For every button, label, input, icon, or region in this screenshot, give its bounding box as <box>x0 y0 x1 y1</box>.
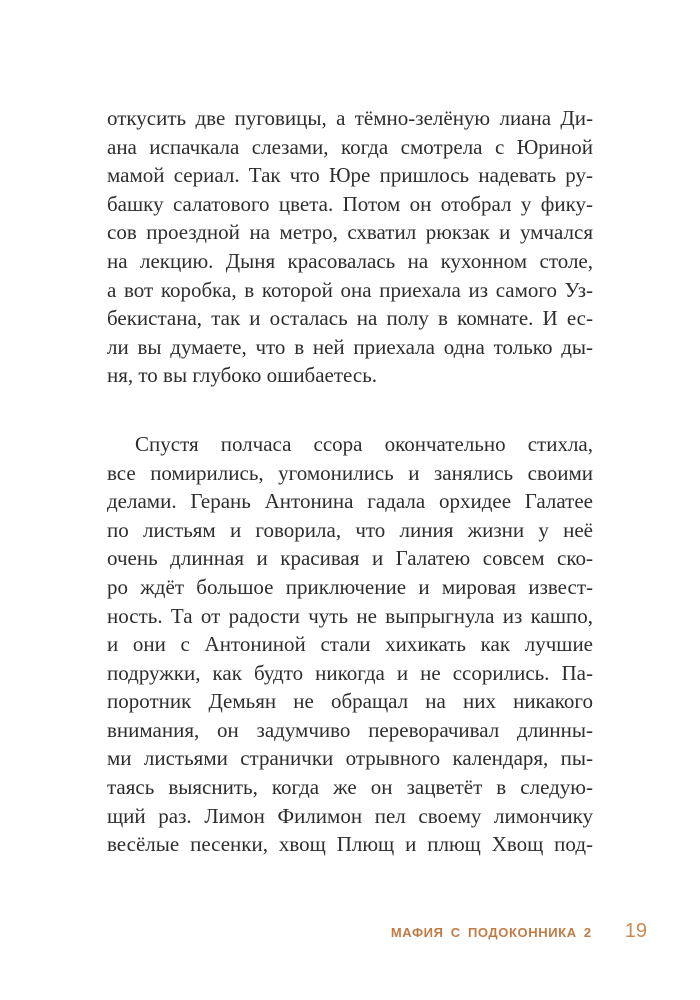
text-line: щий раз. Лимон Филимон пел своему лимончику <box>107 803 593 828</box>
text-line: весёлые песенки, хвощ Плющ и плющ Хвощ под- <box>107 832 593 857</box>
text-line: ми листьями странички отрывного календаря, пы- <box>107 746 593 771</box>
text-line: таясь выяснить, когда же он зацветёт в следую- <box>107 775 593 800</box>
text-line: подружки, как будто никогда и не ссорились. Па- <box>107 660 593 685</box>
text-line: по листьям и говорила, что линия жизни у неё <box>107 517 593 542</box>
text-line: на лекцию. Дыня красовалась на кухонном столе, <box>107 248 593 273</box>
text-line: откусить две пуговицы, а тёмно-зелёную лиана Ди- <box>107 106 593 130</box>
page-footer <box>107 921 647 943</box>
text-line: делами. Герань Антонина гадала орхидее Галатее <box>107 489 593 514</box>
text-line: сов проездной на метро, схватил рюкзак и умчался <box>107 220 593 245</box>
text-line: ана испачкала слезами, когда смотрела с Юриной <box>107 134 593 159</box>
text-line: все помирились, угомонились и занялись своими <box>107 460 593 485</box>
running-title: МАФИЯ С ПОДОКОННИКА 2 <box>390 925 592 940</box>
page-number: 19 <box>624 920 647 942</box>
text-block <box>107 104 593 859</box>
text-line: бекистана, так и осталась на полу в комнате. И ес- <box>107 306 593 331</box>
text-line: ность. Та от радости чуть не выпрыгнула из кашпо, <box>107 603 593 628</box>
paragraph <box>107 104 593 390</box>
text-line: башку салатового цвета. Потом он отобрал у фику- <box>107 191 593 216</box>
text-line: поротник Демьян не обращал на них никакого <box>107 689 593 714</box>
text-line: ня, то вы глубоко ошибаетесь. <box>107 363 378 388</box>
text-line: ро ждёт большое приключение и мировая извест- <box>107 574 593 599</box>
text-line: очень длинная и красивая и Галатею совсем ско- <box>107 546 593 571</box>
text-line: и они с Антониной стали хихикать как лучшие <box>107 632 593 657</box>
text-line: мамой сериал. Так что Юре пришлось надевать ру- <box>107 163 593 188</box>
text-line: Спустя полчаса ссора окончательно стихла, <box>135 431 593 456</box>
text-line: а вот коробка, в которой она приехала из самого Уз- <box>107 277 593 302</box>
text-line: ли вы думаете, что в ней приехала одна только ды- <box>107 334 593 359</box>
text-line: внимания, он задумчиво переворачивал длинны- <box>107 717 593 742</box>
paragraph <box>107 430 593 859</box>
